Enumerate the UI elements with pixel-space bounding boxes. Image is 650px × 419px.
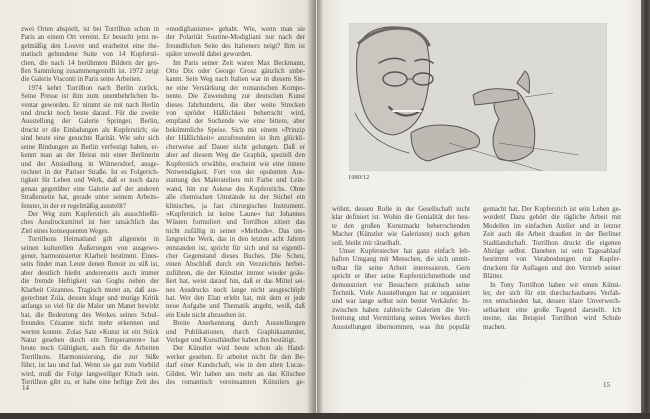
text-line: Notwendigkeit. Fort von der opulenten Aus- xyxy=(166,168,305,176)
text-line: nicht zufällig in seiner »Methode«. Das um- xyxy=(166,227,305,235)
text-line: zuführen, die der Künstler immer wieder geäu- xyxy=(166,269,305,277)
text-line: Modellen im einfachen Atelier und in letzter xyxy=(483,222,621,230)
text-line: tigkeit für Leben und Werk, daß er noch dazu xyxy=(21,177,159,185)
text-line: und Publikationen, durch Graphiksammler, xyxy=(166,328,305,336)
text-line: te den großen Kunstmarkt beherrschenden xyxy=(332,222,470,230)
text-line: und druckt noch heute darauf. Für die zweite xyxy=(21,110,159,118)
text-line: später unwohl dabei geworden. xyxy=(166,51,253,59)
text-line: seinen kulturellen Äußerungen von ausgewo- xyxy=(21,244,159,252)
text-line: Der Künstler wird heute schon als Hand- xyxy=(173,345,305,353)
book-edge xyxy=(641,0,650,419)
left-page xyxy=(0,0,316,413)
text-line: Zeit auch die Arbeit draußen in der Berliner xyxy=(483,231,621,239)
text-line: matisch gebundene Suite von 14 Kupfersti- xyxy=(21,51,159,59)
scan-bottom-edge xyxy=(0,413,650,419)
text-line: druckt er die Einladungen als Kupferstich; sie xyxy=(21,126,159,134)
text-line: entstanden ist, spricht für sich und ist eigentli- xyxy=(166,244,305,252)
text-line: 1974 kehrt Torrilhon nach Berlin zurück. xyxy=(28,84,159,92)
text-line: werten konnte. Zolas Satz »Kunst ist ein Stück xyxy=(21,328,159,336)
text-line: wöhnt, dessen Rolle in der Gesellschaft nicht xyxy=(332,206,470,213)
text-line: ne eine Verstärkung der romanischen Kompo- xyxy=(166,84,305,92)
text-line: rechnet in der Pariser Straße. Ist es Folgerich- xyxy=(21,168,159,176)
text-line: Kupferstich erwählte, erscheint wie eine innere xyxy=(166,160,305,168)
text-line: spricht er über seine Kupferstichmethode und xyxy=(332,273,470,281)
text-line: die Galerie Visconti in Paris seine Arbeiten. xyxy=(21,76,142,84)
text-line: zwei Orten abspielt, ist bei Torrilhon schon in xyxy=(21,26,159,33)
text-line: darf einer Kundschaft, wie in den alten Lucas- xyxy=(166,362,305,370)
text-line: genau gegenüber eine Galerie auf der anderen xyxy=(21,185,159,193)
text-line: die fremde Heftigkeit van Goghs neben der xyxy=(21,278,159,286)
text-line: aber deutlich bleibt andererseits auch immer xyxy=(21,269,159,277)
text-line: bekömmliche Speise. Sich mit einem »Prinzip xyxy=(166,126,305,134)
text-line: Otto Dix oder George Grosz gänzlich unbe- xyxy=(166,68,305,76)
text-line: gelmäßig den Louvre und erarbeitet eine the- xyxy=(21,42,159,50)
text-line: gerechnet Zola, dessen kluge und mutige Kritik xyxy=(21,295,159,302)
text-line: ches Ausdrucksmittel ist hier tatsächlich das xyxy=(21,219,159,227)
text-line: machen. xyxy=(483,323,507,331)
text-line: gemacht hat. Der Kupferstich ist sein Leben ge- xyxy=(483,206,621,213)
text-line: ventar geworden. Er nimmt sie mit nach Berlin xyxy=(21,101,159,109)
text-line: alle chemischen Umstände ist der Stichel ein xyxy=(166,194,305,202)
text-line: kannt. Sein Weg nach Italien war in diesem Sin- xyxy=(166,76,305,84)
text-line: Macher (Künstler wie Galeristen) noch gehen xyxy=(332,231,470,239)
text-line: klinisches, ja fast chirurgisches Instrument. xyxy=(166,202,305,210)
text-line: »modiglianisme« gehabt. Wie, wenn man sie xyxy=(166,26,305,33)
text-line: worden! Dazu gehört die tägliche Arbeit mit xyxy=(483,214,621,222)
portrait-etching-illustration xyxy=(349,23,607,171)
text-line: ßert hat, weist darauf hin, daß er das Mittel sei- xyxy=(166,278,305,286)
text-line: ßen Sammlung zusammengestellt ist. 1972 zeigt xyxy=(21,68,159,76)
text-line: Natur gesehen durch ein Temperament« hat xyxy=(21,337,159,345)
text-line: hat, die Bedeutung des Werkes seines Schul- xyxy=(21,311,159,319)
text-line: dieses Jahrhunderts, die über weite Strecken xyxy=(166,101,305,109)
text-line: cher Gegenstand dieses Buches. Die Scheu, xyxy=(166,252,305,260)
text-line: fangreiche Werk, das in den letzten acht Jahren xyxy=(166,236,305,244)
text-column-right-1 xyxy=(332,206,470,332)
text-line: cherweise auf Dauer nicht gelungen. Daß er xyxy=(166,143,305,151)
text-line: anfangs so viel für die Maler um Manet bewirkt xyxy=(21,303,159,311)
text-column-right-2 xyxy=(483,206,621,332)
text-line: breitung und Vermittlung seines Werkes durch xyxy=(332,315,470,323)
text-line: haften Umgang mit Menschen, die sich unmit- xyxy=(332,256,470,264)
text-line: Gilden. Wir haben uns mehr an das Klischee xyxy=(166,370,305,378)
text-line: Verleger und Kunsthändler haben ihn bestätigt. xyxy=(166,337,296,345)
text-line: führt, ist lau und fad. Wenn sie gar zum Vorbild xyxy=(21,362,159,370)
text-line: meine, das Beispiel Torrilhon wird Schule xyxy=(483,315,621,323)
text-line: ein Ende nicht abzusehen ist. xyxy=(166,311,247,319)
text-line: nes Ausdrucks noch lange nicht ausgeschöpft xyxy=(166,286,305,294)
text-line: zwischen haben zahlreiche Galerien die Ver- xyxy=(332,306,470,314)
text-line: Stadtlandschaft. Torrilhon druckt die eigenen xyxy=(483,239,621,247)
text-line: nente. Die Zuwendung zur deutschen Kunst xyxy=(166,93,305,101)
text-line: freundes Cézanne nicht mehr erkennen und xyxy=(21,320,159,328)
text-line: Im Paris seiner Zeit waren Max Beckmann, xyxy=(173,59,305,67)
text-line: heute noch Gültigkeit, auch für die Arbeiten xyxy=(21,345,159,353)
page-number-right: 15 xyxy=(603,381,610,389)
text-line: seine Bindungen an Berlin verfestigt haben, er- xyxy=(21,143,159,151)
text-line: Torrilhons. Harmonisierung, die zur Süße xyxy=(21,353,159,361)
text-line: seits findet man Leute denen Renoir zu süß ist, xyxy=(21,261,159,269)
text-line: Ziel eines konsequenten Weges. xyxy=(21,227,110,235)
text-line: wird, muß die Folge langweiliger Kitsch sein. xyxy=(21,370,159,378)
text-line: werker gesehen. Er arbeitet nicht für den Be- xyxy=(166,353,305,361)
text-line: demonstriert vor Besuchern praktisch seine xyxy=(332,281,470,289)
text-line: gener, harmonisierter Klarheit bestimmt. Eines- xyxy=(21,252,159,260)
text-line: telbar für seine Arbeit interessieren. Gern xyxy=(332,264,470,272)
text-line: druckern für Auflagen und den Vertrieb seiner xyxy=(483,264,621,272)
text-line: einen Abschluß durch ein Verzeichnis herbei- xyxy=(166,261,305,269)
text-line: der Polarität Soutine-Modigliani nur nach der xyxy=(166,34,305,42)
text-line: freundlichen Seite des Italieners neigt? Ihm ist xyxy=(166,42,305,50)
text-line: bestimmt von Verabredungen mit Kupfer- xyxy=(483,256,621,264)
page-number-left: 14 xyxy=(22,384,29,392)
text-line: Torrilhon gibt zu, er habe eine heftige Zeit des xyxy=(21,379,159,387)
text-line: Breite Anerkennung durch Ausstellungen xyxy=(173,320,305,328)
text-line: fenster, in der er regelmäßig ausstellt? xyxy=(21,202,126,210)
text-column-left-1 xyxy=(21,26,159,387)
text-line: kennt man an der Heirat mit einer Berlinerin xyxy=(21,152,159,160)
text-line: von spröder Häßlichkeit beherrscht wird, xyxy=(166,110,305,118)
text-line: und der Ansiedlung in Wilmersdorf, ausge- xyxy=(21,160,159,168)
illustration-caption: 1980/12 xyxy=(348,174,370,181)
text-line: neue Aufgabe und Thematik angeht, weiß, daß xyxy=(166,303,305,311)
text-line: ren entschieden hat, dessen klare Unverwech- xyxy=(483,298,621,306)
text-line: Seine Presse ist ihm zum unentbehrlichen In- xyxy=(21,93,159,101)
text-line: sind heute eine gesuchte Rarität. Wie sehr sich xyxy=(21,135,159,143)
text-line: Klarheit Cézannes. Tragisch mutet an, daß aus- xyxy=(21,286,159,294)
text-line: empfand der Suchende wie eine bittere, aber xyxy=(166,118,305,126)
text-line: des romantisch vereinsamten Künstlers ge- xyxy=(166,379,305,387)
text-line: klar definiert ist. Wohin die Genialität der heu- xyxy=(332,214,470,222)
text-line: Unser Kupferstecher hat ganz einfach leb- xyxy=(339,248,470,256)
text-line: Ausstellung der Galerie Springer, Berlin, xyxy=(21,118,159,126)
text-line: aber auf diesem Weg die Graphik, speziell den xyxy=(166,152,305,160)
text-line: hat. Wer den Elan erlebt hat, mit dem er jede xyxy=(166,295,305,302)
text-line: der Häßlichkeit« anzufreunden ist ihm glückli- xyxy=(166,135,305,143)
text-line: stattung des Malerateliers mit Farbe und Lein- xyxy=(166,177,305,185)
text-line: Paris an einem Ort vereint. Er besucht jetzt re- xyxy=(21,34,159,42)
text-line: Ausstellungen übernommen, was ihn populär xyxy=(332,323,470,331)
text-line: In Tony Torrilhon haben wir einen Künst- xyxy=(490,281,621,289)
text-line: Abzüge selbst. Daneben ist sein Tagesablauf xyxy=(483,248,621,256)
text-line: Straßenseite hat, gerade unter seinem Arbeits- xyxy=(21,194,159,202)
text-line: chen, die nach 14 berühmten Bildern der gro- xyxy=(21,59,159,67)
text-line: Technik. Viele Ausstellungen hat er organisiert xyxy=(332,290,470,298)
text-line: selbarkeit eine große Tugend darstellt. Ich xyxy=(483,306,621,314)
text-column-left-2 xyxy=(166,26,305,387)
text-line: ler, der sich für ein durchschaubares Verfah- xyxy=(483,290,621,298)
text-line: Torrilhons Heimatland gilt allgemein in xyxy=(28,236,159,244)
text-line: Wüsten formuliert und Torrilhon zitiert das xyxy=(166,219,305,227)
text-line: und war lange selbst sein bester Verkäufer. In- xyxy=(332,298,470,306)
text-line: Blätter. xyxy=(483,273,504,281)
text-line: soll, bleibt mir rätselhaft. xyxy=(332,239,402,247)
text-line: wand, hin zur Askese des Kupferstichs. Ohne xyxy=(166,185,305,193)
text-line: Der Weg zum Kupferstich als ausschließli- xyxy=(28,210,159,218)
text-line: »Kupferstich ist keine Laune« hat Johannes xyxy=(166,210,305,218)
